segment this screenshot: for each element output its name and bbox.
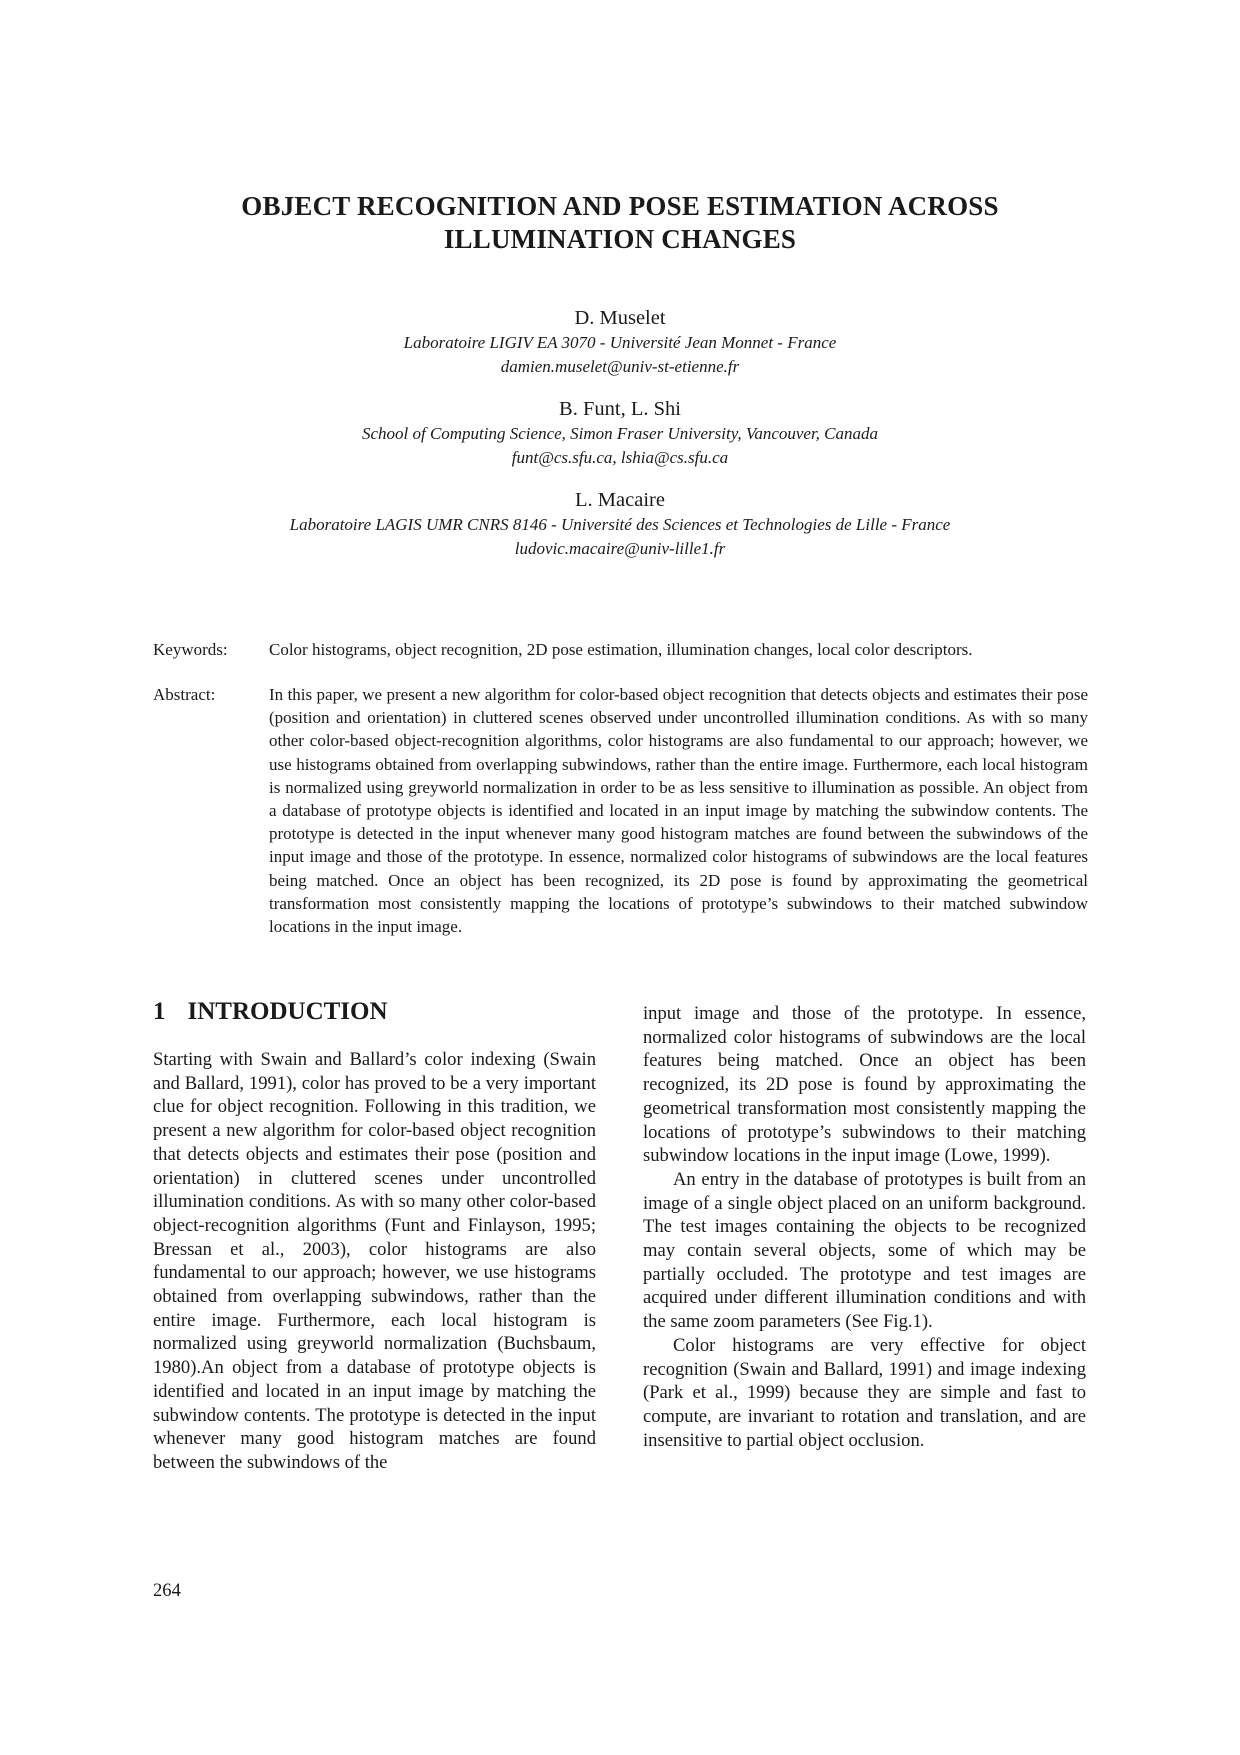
keywords-text: Color histograms, object recognition, 2D pose estimation, illumination changes, local color descriptors.	[269, 640, 973, 659]
right-column	[643, 1002, 1086, 1452]
author-name: D. Muselet	[574, 307, 666, 329]
author-name: B. Funt, L. Shi	[559, 398, 681, 420]
author-name: L. Macaire	[575, 489, 665, 511]
abstract-label: Abstract:	[153, 685, 216, 704]
author-block	[140, 305, 1100, 379]
author-email: ludovic.macaire@univ-lille1.fr	[514, 539, 726, 558]
title-line-2: ILLUMINATION CHANGES	[443, 224, 797, 254]
title-line-1: OBJECT RECOGNITION AND POSE ESTIMATION ACROSS	[241, 191, 999, 221]
body-paragraph: Color histograms are very effective for object recognition (Swain and Ballard, 1991) and image indexing (Park et al., 1999) because they are simple and fast to compute, are invariant to rotation and translation, and are insensitive to partial object occlusion.	[643, 1334, 1086, 1451]
paper-title	[140, 190, 1100, 256]
page-number: 264	[153, 1580, 181, 1601]
author-affiliation: Laboratoire LAGIS UMR CNRS 8146 - Université des Sciences et Technologies de Lille - France	[289, 515, 951, 534]
body-paragraph: input image and those of the prototype. In essence, normalized color histograms of subwindows are the local features being matched. Once an object has been recognized, its 2D pose is found by approximating the geometrical transformation most consistently mapping the locations of prototype’s subwindows to their matching subwindow locations in the input image (Lowe, 1999).	[643, 1003, 1086, 1167]
author-affiliation: Laboratoire LIGIV EA 3070 - Université Jean Monnet - France	[403, 333, 837, 352]
left-column	[153, 1048, 596, 1475]
body-paragraph: Starting with Swain and Ballard’s color indexing (Swain and Ballard, 1991), color has proved to be a very important clue for object recognition. Following in this tradition, we present a new algorithm for color-based object recognition that detects objects and estimates their pose (position and orientation) in cluttered scenes under uncontrolled illumination conditions. As with so many other color-based object-recognition algorithms (Funt and Finlayson, 1995; Bressan et al., 2003), color histograms are also fundamental to our approach; however, we use histograms obtained from overlapping subwindows, rather than the entire image. Furthermore, each local histogram is normalized using greyworld normalization (Buchsbaum, 1980).An object from a database of prototype objects is identified and located in an input image by matching the subwindow contents. The prototype is detected in the input whenever many good histogram matches are found between the subwindows of the	[153, 1049, 596, 1473]
section-title: INTRODUCTION	[187, 998, 388, 1025]
author-email: funt@cs.sfu.ca, lshia@cs.sfu.ca	[511, 448, 729, 467]
author-affiliation: School of Computing Science, Simon Fraser University, Vancouver, Canada	[361, 424, 879, 443]
body-paragraph: An entry in the database of prototypes is built from an image of a single object placed on an uniform background. The test images containing the objects to be recognized may contain several objects, some of which may be partially occluded. The prototype and test images are acquired under different illumination conditions and with the same zoom parameters (See Fig.1).	[643, 1168, 1086, 1333]
abstract-text: In this paper, we present a new algorithm for color-based object recognition that detects objects and estimates their pose (position and orientation) in cluttered scenes observed under uncontrolled illumination conditions. As with so many other color-based object-recognition algorithms, color histograms are also fundamental to our approach; however, we use histograms obtained from overlapping subwindows, rather than the entire image. Furthermore, each local histogram is normalized using greyworld normalization in order to be as less sensitive to illumination as possible. An object from a database of prototype objects is identified and located in an input image by matching the subwindow contents. The prototype is detected in the input whenever many good histogram matches are found between the subwindows of the input image and those of the prototype. In essence, normalized color histograms of subwindows are the local features being matched. Once an object has been recognized, its 2D pose is found by approximating the geometrical transformation most consistently mapping the locations of prototype’s subwindows to their matched subwindow locations in the input image.	[269, 685, 1088, 937]
keywords-label: Keywords:	[153, 640, 228, 659]
section-number: 1	[153, 998, 166, 1025]
author-block	[140, 487, 1100, 561]
author-block	[140, 396, 1100, 470]
section-heading	[153, 996, 388, 1028]
author-email: damien.muselet@univ-st-etienne.fr	[500, 357, 740, 376]
author-list	[140, 305, 1100, 578]
